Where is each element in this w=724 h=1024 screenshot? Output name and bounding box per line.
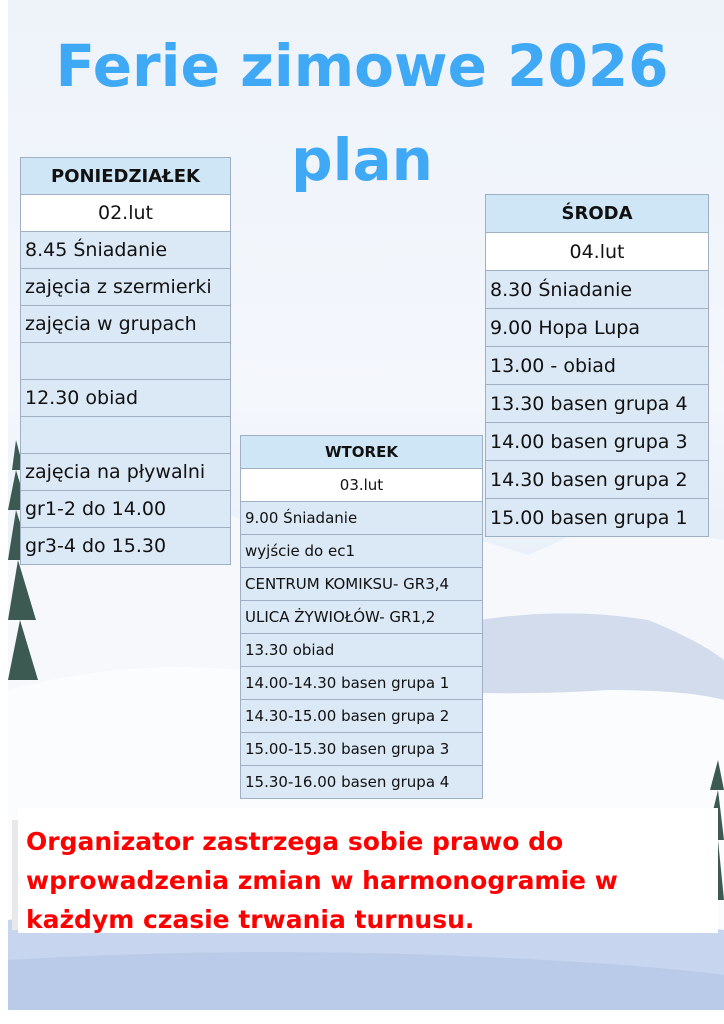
- schedule-row: 15.00-15.30 basen grupa 3: [241, 733, 483, 766]
- schedule-row: ULICA ŻYWIOŁÓW- GR1,2: [241, 601, 483, 634]
- page-title: Ferie zimowe 2026: [55, 32, 669, 100]
- schedule-row: 14.30 basen grupa 2: [486, 461, 709, 499]
- schedule-row: 13.00 - obiad: [486, 347, 709, 385]
- schedule-row: gr3-4 do 15.30: [21, 528, 231, 565]
- schedule-row: 15.30-16.00 basen grupa 4: [241, 766, 483, 799]
- schedule-row: wyjście do ec1: [241, 535, 483, 568]
- schedule-row: gr1-2 do 14.00: [21, 491, 231, 528]
- schedule-row: 13.30 basen grupa 4: [486, 385, 709, 423]
- day-header: WTOREK: [241, 436, 483, 469]
- wednesday-schedule-table: [485, 194, 709, 537]
- schedule-row: 13.30 obiad: [241, 634, 483, 667]
- schedule-row: 8.45 Śniadanie: [21, 232, 231, 269]
- schedule-row: 14.00-14.30 basen grupa 1: [241, 667, 483, 700]
- page-subtitle: plan: [291, 126, 433, 194]
- schedule-row: [21, 417, 231, 454]
- schedule-row: zajęcia z szermierki: [21, 269, 231, 306]
- day-date: 03.lut: [241, 469, 483, 502]
- schedule-row: CENTRUM KOMIKSU- GR3,4: [241, 568, 483, 601]
- schedule-row: 15.00 basen grupa 1: [486, 499, 709, 537]
- schedule-row: [21, 343, 231, 380]
- schedule-row: zajęcia na pływalni: [21, 454, 231, 491]
- schedule-row: 9.00 Śniadanie: [241, 502, 483, 535]
- schedule-row: 12.30 obiad: [21, 380, 231, 417]
- day-date: 04.lut: [486, 233, 709, 271]
- schedule-row: 14.30-15.00 basen grupa 2: [241, 700, 483, 733]
- schedule-row: 8.30 Śniadanie: [486, 271, 709, 309]
- day-header: PONIEDZIAŁEK: [21, 158, 231, 195]
- monday-schedule-table: [20, 157, 231, 565]
- day-header: ŚRODA: [486, 195, 709, 233]
- schedule-row: 14.00 basen grupa 3: [486, 423, 709, 461]
- schedule-change-notice: Organizator zastrzega sobie prawo do wprowadzenia zmian w harmonogramie w każdym czasie trwania turnusu.: [18, 808, 718, 933]
- schedule-row: 9.00 Hopa Lupa: [486, 309, 709, 347]
- tuesday-schedule-table: [240, 435, 483, 799]
- day-date: 02.lut: [21, 195, 231, 232]
- schedule-row: zajęcia w grupach: [21, 306, 231, 343]
